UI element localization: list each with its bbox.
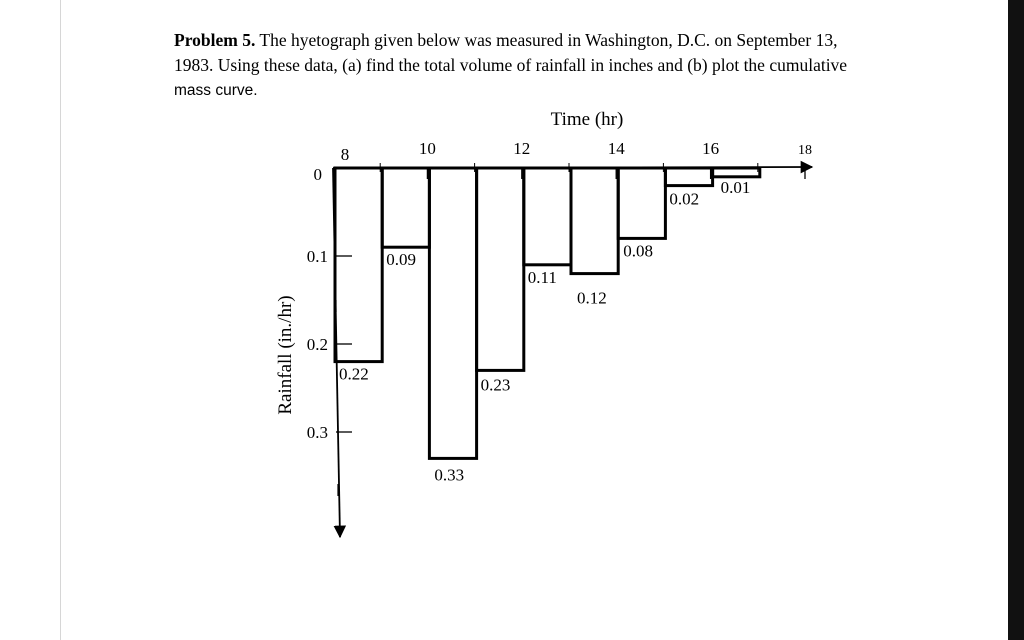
bar-label-1: 0.22 [339, 364, 369, 384]
problem-text-1: The hyetograph given below was measured in Washington, D.C. on September 13, [259, 30, 838, 50]
bar-2 [382, 168, 429, 247]
bar-label-8: 0.02 [669, 189, 700, 209]
bar-label-5: 0.11 [527, 267, 557, 287]
bar-label-6: 0.12 [577, 288, 607, 308]
axes [333, 167, 812, 537]
y-ticks [307, 165, 352, 442]
bar-1 [335, 168, 382, 362]
y-tick-label-0.2: 0.2 [306, 335, 328, 354]
y-axis-title: Rainfall (in./hr) [275, 295, 296, 415]
problem-line-2: 1983. Using these data, (a) find the total volume of rainfall in inches and (b) plot the cumulative [174, 55, 848, 75]
bar-label-7: 0.08 [623, 241, 653, 261]
problem-line-3: mass curve. [174, 82, 258, 99]
y-tick-label-0.3: 0.3 [306, 423, 328, 442]
bar-label-2: 0.09 [386, 250, 416, 270]
problem-title: Problem 5. [174, 30, 256, 50]
x-axis-title: Time (hr) [550, 109, 624, 130]
bar-7 [618, 168, 665, 238]
y-tick-label-0.1: 0.1 [306, 247, 328, 266]
bar-label-3: 0.33 [434, 465, 465, 485]
bar-9 [713, 168, 760, 177]
bar-3 [429, 168, 476, 458]
x-tick-label-12: 12 [513, 139, 531, 158]
bar-labels [339, 178, 750, 485]
bar-label-4: 0.23 [480, 375, 511, 395]
x-tick-label-8: 8 [340, 145, 350, 164]
x-tick-label-18: 18 [798, 143, 812, 158]
bar-label-9: 0.01 [720, 177, 751, 197]
bar-6 [571, 168, 618, 274]
bars [335, 168, 760, 458]
y-tick-label-0: 0 [313, 165, 322, 184]
x-tick-label-14: 14 [607, 139, 625, 158]
bar-5 [524, 168, 571, 265]
x-ticks [341, 139, 812, 179]
x-tick-label-10: 10 [418, 139, 436, 158]
bar-4 [477, 168, 524, 370]
bar-8 [665, 168, 712, 186]
x-tick-label-16: 16 [702, 139, 720, 158]
